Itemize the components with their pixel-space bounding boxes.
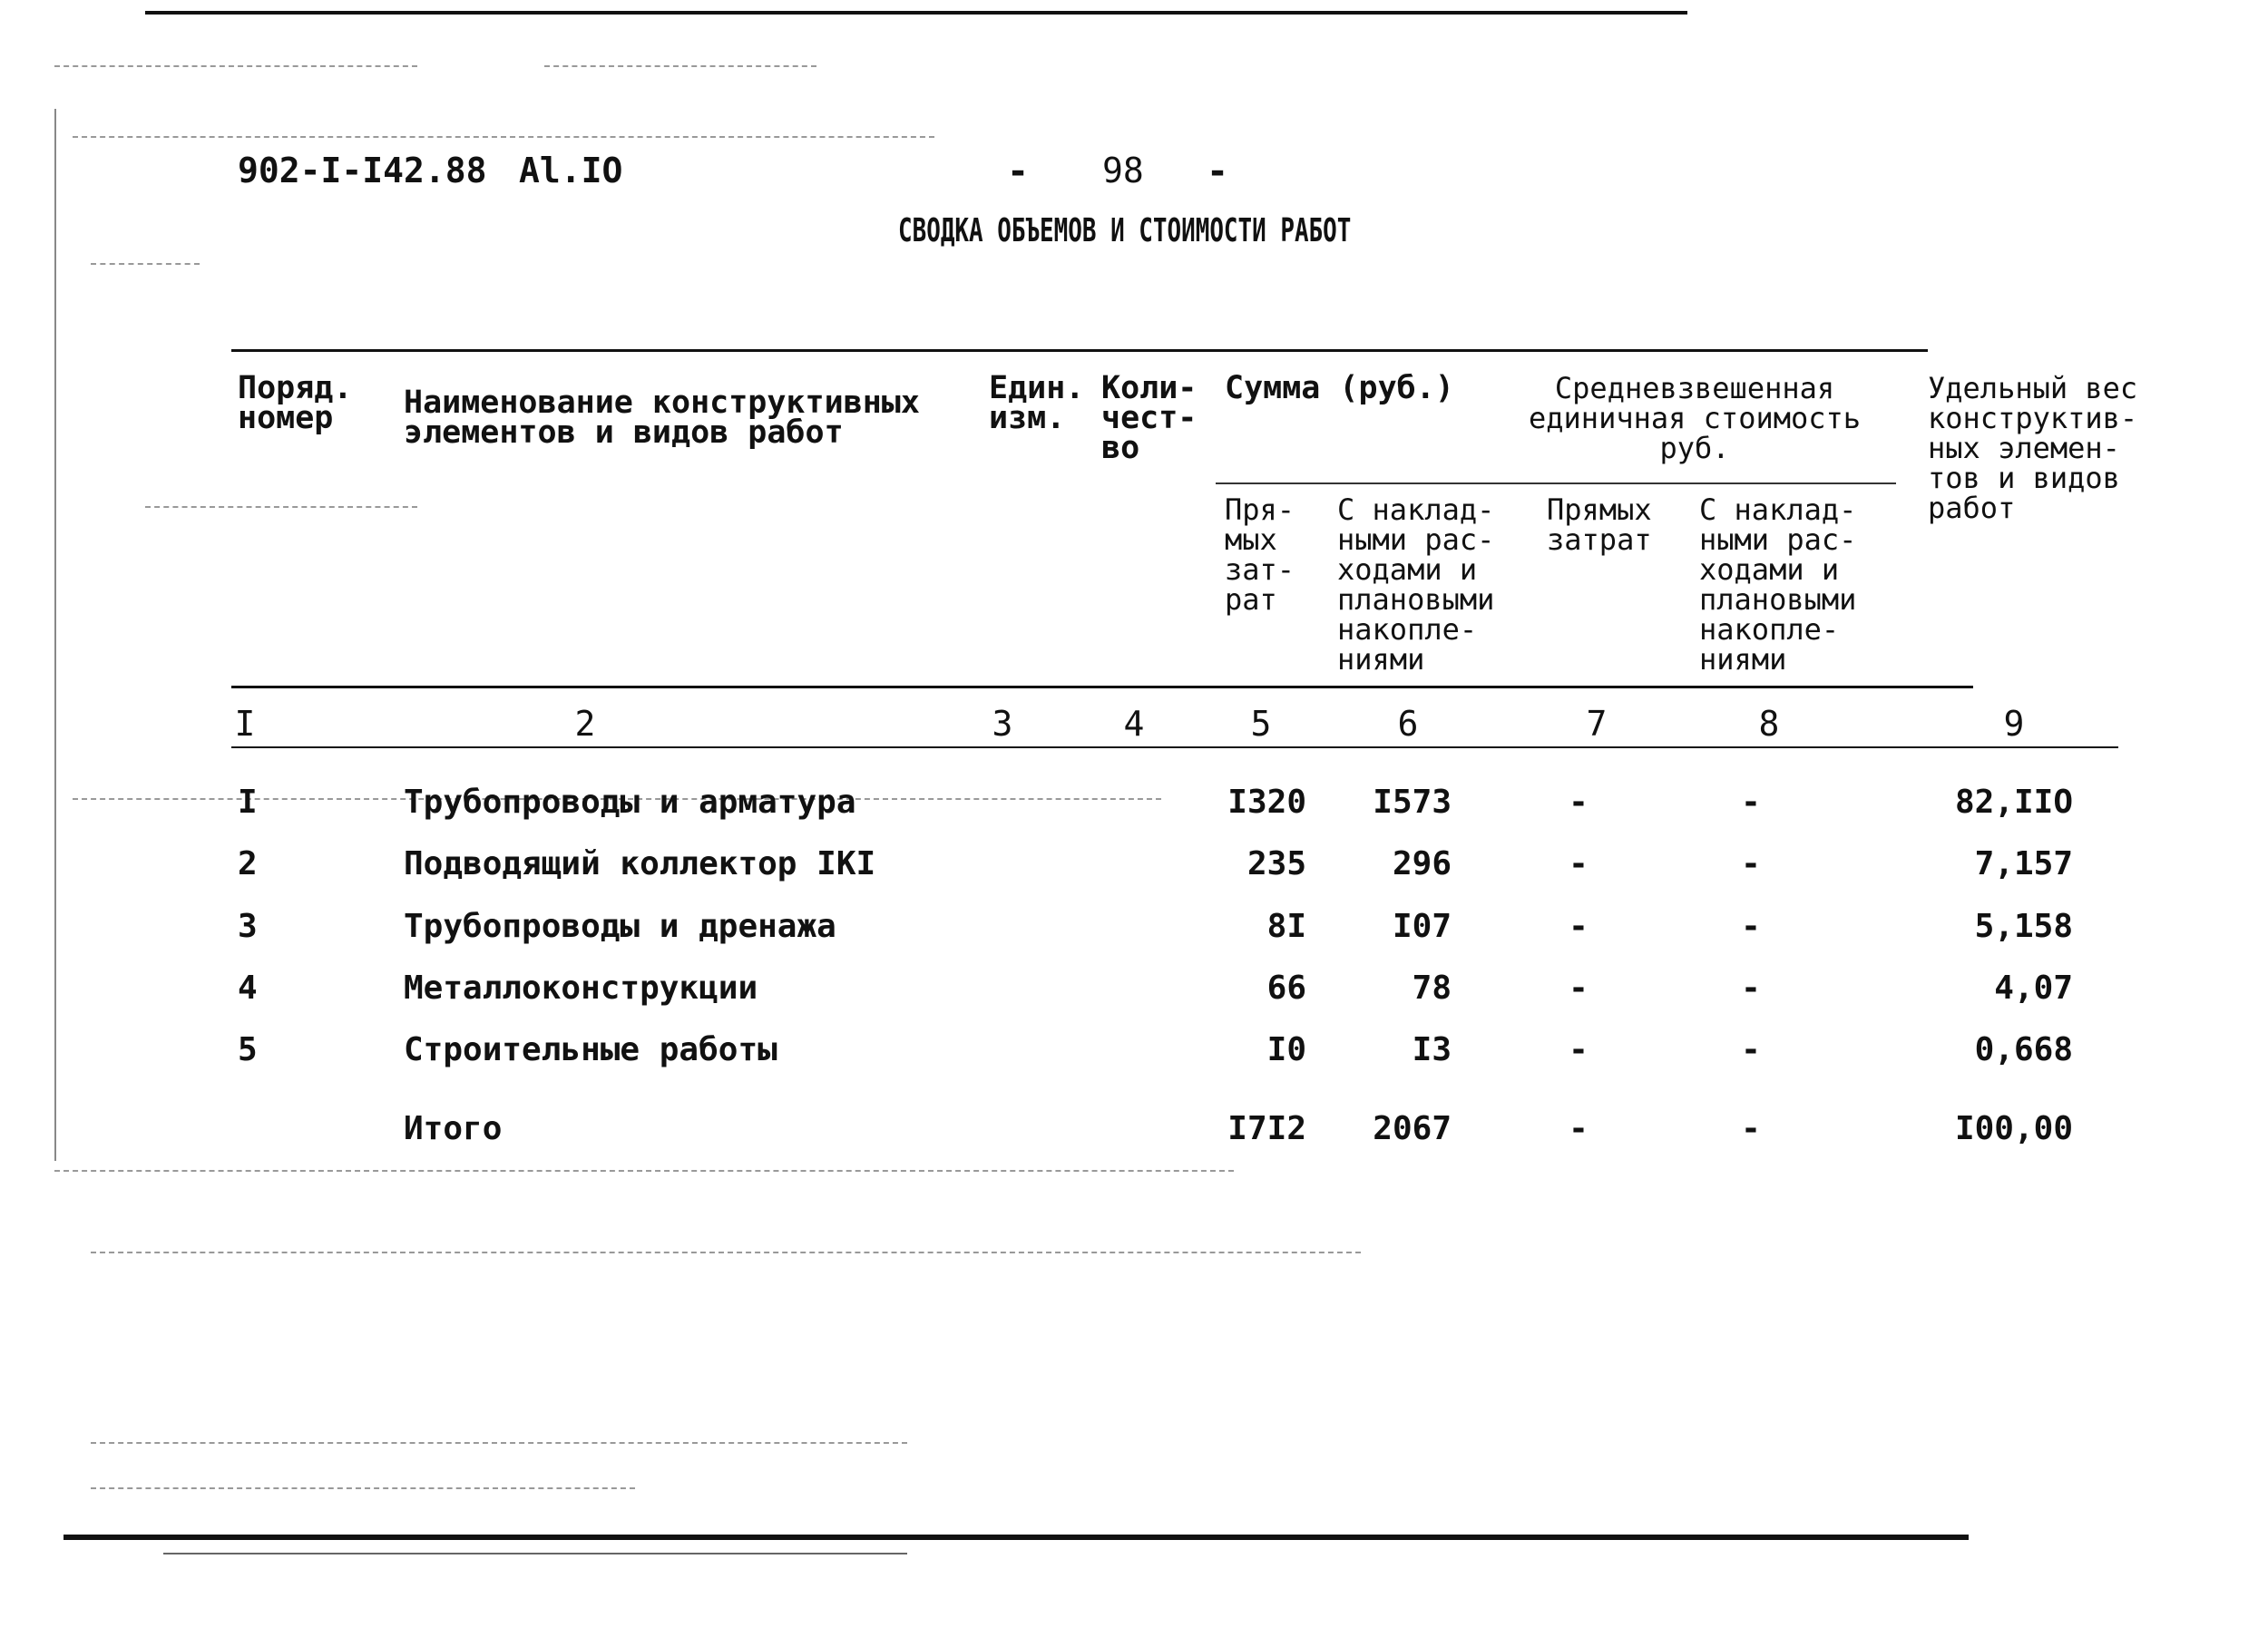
row-direct: I320 <box>1227 784 1306 821</box>
scan-noise <box>91 263 200 265</box>
page-dash-left: - <box>1007 151 1030 192</box>
header-direct-costs: Пря- мых зат- рат <box>1225 492 1295 617</box>
row-weight: 82,IIO <box>1954 784 2073 821</box>
row-weight: 0,668 <box>1974 1031 2073 1068</box>
page-number: 98 <box>1102 151 1144 190</box>
row-avg-overhead: - <box>1741 1031 1761 1068</box>
row-name: Трубопроводы и арматура <box>404 784 856 821</box>
bottom-border-line <box>64 1535 1969 1540</box>
header-unit: Един. изм. <box>989 370 1085 436</box>
row-direct: 235 <box>1246 845 1306 882</box>
header-order-number: Поряд. номер <box>238 370 353 436</box>
row-name: Подводящий коллектор IKI <box>404 845 876 882</box>
sheet-label: Al.IO <box>519 151 623 190</box>
row-avg-overhead: - <box>1741 784 1761 821</box>
header-quantity: Коли- чест- во <box>1101 370 1198 466</box>
left-margin-line <box>54 109 56 1161</box>
row-overhead: 78 <box>1412 970 1452 1007</box>
row-avg-direct: - <box>1569 970 1589 1007</box>
column-number: 9 <box>2003 704 2025 744</box>
row-avg-overhead: - <box>1741 908 1761 945</box>
total-avg-overhead: - <box>1741 1110 1761 1147</box>
total-label: Итого <box>404 1110 503 1147</box>
column-number: 4 <box>1123 704 1145 744</box>
bottom-border-line-thin <box>163 1553 907 1554</box>
header-with-overhead: С наклад- ными рас- ходами и плановыми накопле- ниями <box>1337 492 1495 677</box>
column-number: 8 <box>1758 704 1780 744</box>
document-title: СВОДКА ОБЪЕМОВ И СТОИМОСТИ РАБОТ <box>898 212 1352 249</box>
scan-noise <box>54 65 417 67</box>
scan-noise <box>91 1487 635 1489</box>
scan-noise <box>544 65 816 67</box>
scan-noise <box>73 136 934 138</box>
row-weight: 5,158 <box>1974 908 2073 945</box>
header-sum-group: Сумма (руб.) <box>1225 370 1454 406</box>
row-avg-overhead: - <box>1741 845 1761 882</box>
row-name: Металлоконструкции <box>404 970 758 1007</box>
header-weighted-average: Средневзвешенная единичная стоимость руб. <box>1529 371 1862 465</box>
row-name: Трубопроводы и дренажа <box>404 908 836 945</box>
scan-noise <box>91 1442 907 1444</box>
column-numbers-rule <box>231 746 2118 748</box>
sum-group-rule <box>1216 482 1896 484</box>
document-code: 902-I-I42.88 <box>238 151 487 190</box>
row-direct: I0 <box>1266 1031 1306 1068</box>
row-number: 2 <box>238 845 258 882</box>
column-number: 2 <box>574 704 596 744</box>
row-number: 5 <box>238 1031 258 1068</box>
header-bottom-rule <box>231 686 1973 688</box>
row-name: Строительные работы <box>404 1031 777 1068</box>
row-weight: 7,157 <box>1974 845 2073 882</box>
row-overhead: I573 <box>1373 784 1452 821</box>
total-overhead: 2067 <box>1373 1110 1452 1147</box>
row-direct: 66 <box>1266 970 1306 1007</box>
page-dash-right: - <box>1207 151 1229 192</box>
column-number: I <box>234 704 256 744</box>
row-overhead: I07 <box>1392 908 1452 945</box>
scan-noise <box>54 1170 1234 1172</box>
row-avg-direct: - <box>1569 1031 1589 1068</box>
table-top-rule <box>231 349 1928 352</box>
header-avg-direct: Прямых затрат <box>1547 492 1652 557</box>
total-avg-direct: - <box>1569 1110 1589 1147</box>
scan-noise <box>91 1252 1361 1253</box>
row-avg-direct: - <box>1569 908 1589 945</box>
column-number: 5 <box>1250 704 1272 744</box>
scan-noise <box>145 506 417 508</box>
row-direct: 8I <box>1266 908 1306 945</box>
row-avg-direct: - <box>1569 784 1589 821</box>
row-number: I <box>238 784 258 821</box>
row-number: 4 <box>238 970 258 1007</box>
column-number: 7 <box>1586 704 1608 744</box>
row-weight: 4,07 <box>1994 970 2073 1007</box>
header-element-name: Наименование конструктивных элементов и видов работ <box>404 385 920 451</box>
row-overhead: 296 <box>1392 845 1452 882</box>
row-avg-direct: - <box>1569 845 1589 882</box>
header-weight: Удельный вес конструктив- ных элемен- тов и видов работ <box>1928 371 2138 525</box>
column-number: 6 <box>1397 704 1419 744</box>
row-number: 3 <box>238 908 258 945</box>
top-border-line <box>145 11 1687 15</box>
column-number: 3 <box>992 704 1013 744</box>
row-overhead: I3 <box>1412 1031 1452 1068</box>
header-avg-overhead: С наклад- ными рас- ходами и плановыми накопле- ниями <box>1699 492 1857 677</box>
row-avg-overhead: - <box>1741 970 1761 1007</box>
total-direct: I7I2 <box>1227 1110 1306 1147</box>
total-weight: I00,00 <box>1954 1110 2073 1147</box>
